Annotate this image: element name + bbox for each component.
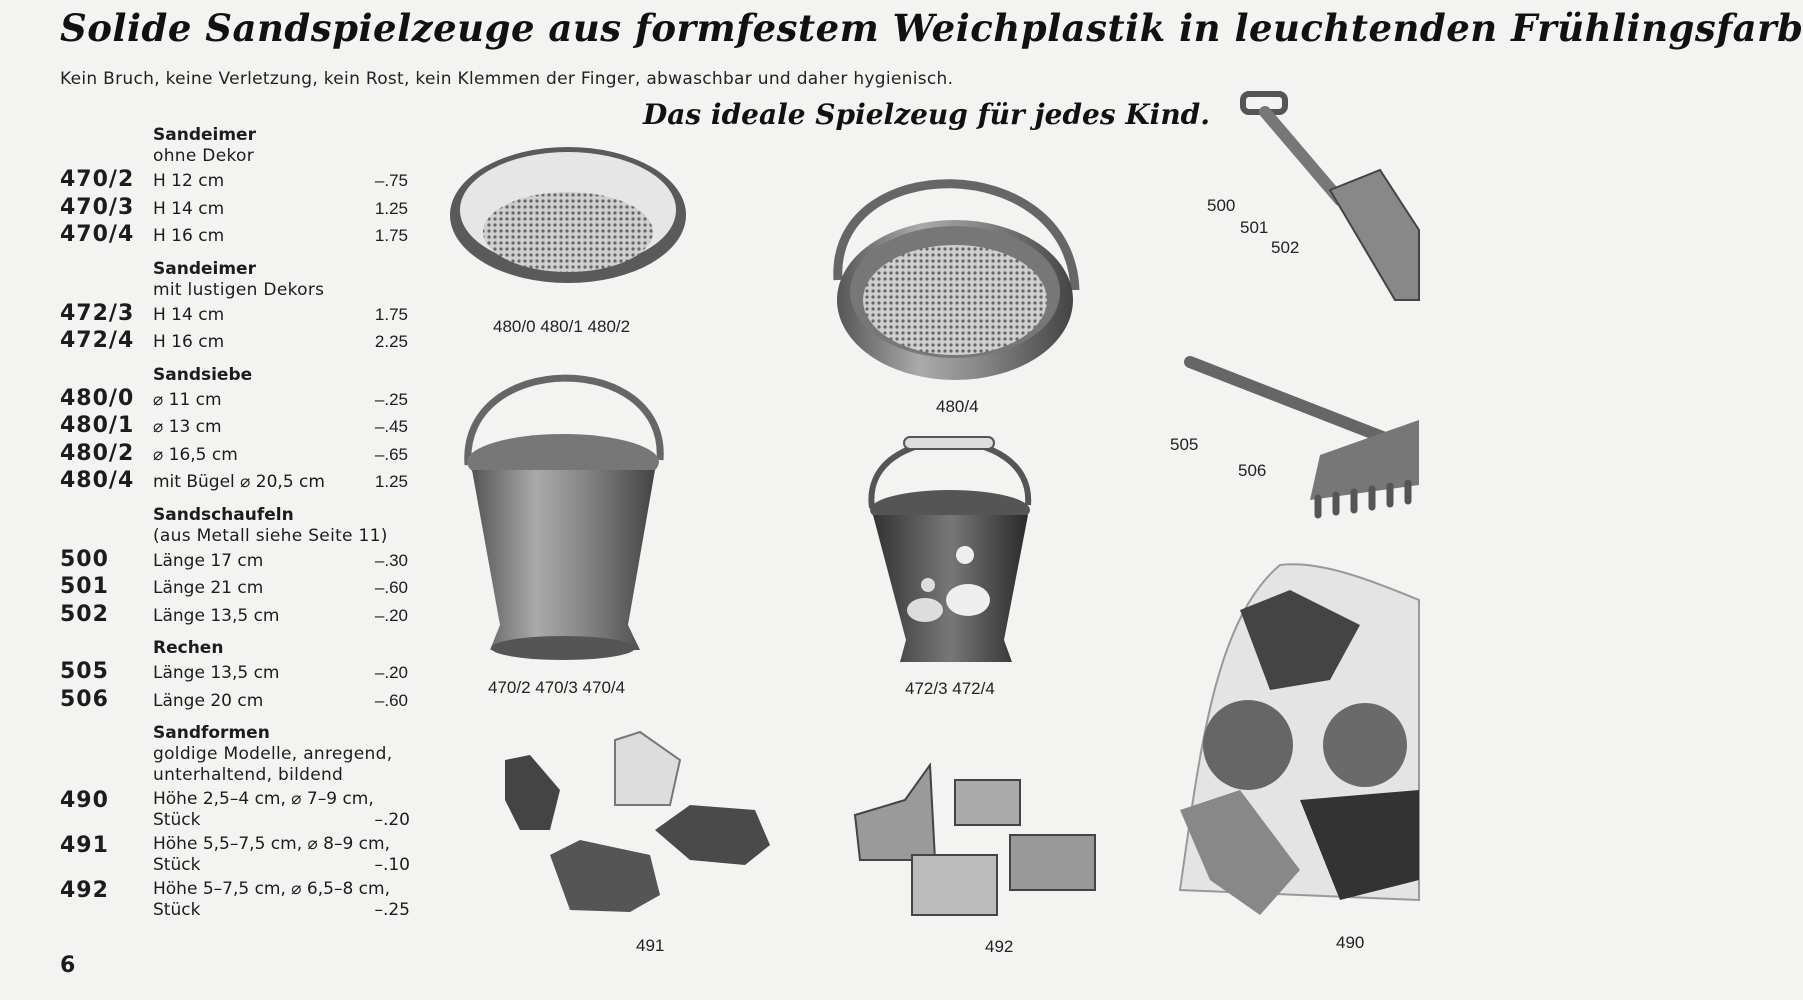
item-price: –.20 — [374, 810, 410, 830]
item-desc: Länge 13,5 cm — [153, 605, 280, 626]
item-code: 480/0 — [60, 385, 135, 411]
catalog-subline: Kein Bruch, keine Verletzung, kein Rost, kein Klemmen der Finger, abwaschbar und daher hygienisch. — [60, 69, 954, 89]
item-code: 500 — [60, 546, 109, 572]
item-desc: H 16 cm — [153, 332, 225, 352]
catalog-tagline: Das ideale Spielzeug für jedes Kind. — [643, 98, 1210, 131]
item-desc: Höhe 2,5–4 cm, ⌀ 7–9 cm, — [153, 789, 374, 809]
item-price: –.60 — [374, 690, 408, 710]
page-number: 6 — [60, 953, 76, 978]
item-code: 480/2 — [60, 440, 135, 466]
item-price: –.10 — [374, 855, 410, 875]
caption-sieve-handle: 480/4 — [936, 397, 979, 416]
item-desc: Höhe 5,5–7,5 cm, ⌀ 8–9 cm, — [153, 834, 390, 854]
item-desc: Länge 13,5 cm — [153, 663, 280, 683]
item-desc: H 12 cm — [153, 171, 225, 191]
group-note: ohne Dekor — [153, 146, 254, 166]
item-desc: Länge 17 cm — [153, 550, 264, 571]
caption-rake-506: 506 — [1238, 461, 1267, 480]
item-desc: H 14 cm — [153, 304, 225, 325]
item-code: 472/4 — [60, 328, 135, 353]
item-code: 480/4 — [60, 468, 135, 493]
caption-shovel-501: 501 — [1240, 218, 1269, 237]
item-desc: Höhe 5–7,5 cm, ⌀ 6,5–8 cm, — [153, 879, 390, 899]
group-title: Sandeimer — [153, 258, 256, 279]
item-code: 472/3 — [60, 300, 135, 326]
group-note: mit lustigen Dekors — [153, 279, 325, 300]
caption-molds-houses: 492 — [985, 937, 1014, 956]
item-desc: ⌀ 16,5 cm — [153, 444, 238, 465]
sieve-illustration — [450, 147, 686, 283]
item-desc: H 14 cm — [153, 198, 225, 219]
group-note: goldige Modelle, anregend, — [153, 744, 393, 764]
item-price: 2.25 — [374, 332, 408, 351]
plain-bucket-illustration — [467, 378, 660, 660]
item-price: –.30 — [374, 550, 408, 570]
item-price: –.45 — [374, 417, 408, 436]
item-price: 1.25 — [374, 472, 408, 491]
item-price: –.75 — [374, 171, 408, 190]
item-price: 1.25 — [374, 198, 408, 218]
house-molds-illustration — [855, 765, 1095, 915]
item-desc: ⌀ 11 cm — [153, 389, 222, 410]
item-desc: mit Bügel ⌀ 20,5 cm — [153, 472, 325, 492]
item-code: 480/1 — [60, 413, 135, 438]
item-desc: Länge 21 cm — [153, 578, 264, 598]
item-unit: Stück — [153, 855, 201, 875]
group-note: unterhaltend, bildend — [153, 765, 344, 785]
item-desc: Länge 20 cm — [153, 690, 264, 711]
item-price: –.65 — [374, 444, 408, 464]
item-desc: ⌀ 13 cm — [153, 417, 222, 437]
caption-molds-animals: 491 — [636, 936, 665, 955]
group-title: Sandschaufeln — [153, 504, 294, 525]
item-code: 470/3 — [60, 194, 135, 220]
caption-molds-bag: 490 — [1336, 933, 1365, 952]
caption-buckets-plain: 470/2 470/3 470/4 — [488, 678, 626, 697]
rake-illustration — [1190, 362, 1419, 515]
group-title: Rechen — [153, 638, 224, 658]
item-code: 501 — [60, 574, 109, 599]
item-price: 1.75 — [374, 226, 408, 245]
group-title: Sandformen — [153, 723, 270, 743]
catalog-headline: Solide Sandspielzeuge aus formfestem Weichplastik in leuchtenden Frühlingsfarb — [60, 6, 1803, 50]
item-unit: Stück — [153, 900, 201, 920]
item-desc: H 16 cm — [153, 226, 225, 246]
item-code: 470/4 — [60, 222, 135, 247]
item-code: 506 — [60, 686, 109, 712]
item-code: 502 — [60, 601, 109, 627]
item-unit: Stück — [153, 810, 201, 830]
decorated-bucket-illustration — [870, 437, 1030, 662]
group-title: Sandeimer — [153, 125, 256, 145]
mold-bag-illustration — [1180, 564, 1419, 915]
caption-shovel-500: 500 — [1207, 196, 1236, 215]
item-price: –.20 — [374, 663, 408, 682]
item-price: –.25 — [374, 900, 410, 920]
item-price: 1.75 — [374, 304, 408, 324]
caption-rake-505: 505 — [1170, 435, 1199, 454]
item-code: 470/2 — [60, 167, 135, 192]
item-code: 490 — [60, 788, 109, 813]
item-code: 491 — [60, 833, 109, 858]
item-code: 505 — [60, 659, 109, 684]
caption-buckets-decor: 472/3 472/4 — [905, 679, 995, 698]
group-title: Sandsiebe — [153, 364, 253, 385]
sieve-with-handle-illustration — [837, 184, 1075, 380]
group-note: (aus Metall siehe Seite 11) — [153, 525, 388, 546]
item-price: –.25 — [374, 389, 408, 409]
animal-molds-illustration — [505, 732, 770, 912]
item-price: –.60 — [374, 578, 408, 597]
item-price: –.20 — [374, 605, 408, 625]
caption-sieves: 480/0 480/1 480/2 — [493, 317, 631, 336]
item-code: 492 — [60, 878, 109, 903]
caption-shovel-502: 502 — [1271, 238, 1300, 257]
shovel-illustration — [1243, 94, 1419, 300]
